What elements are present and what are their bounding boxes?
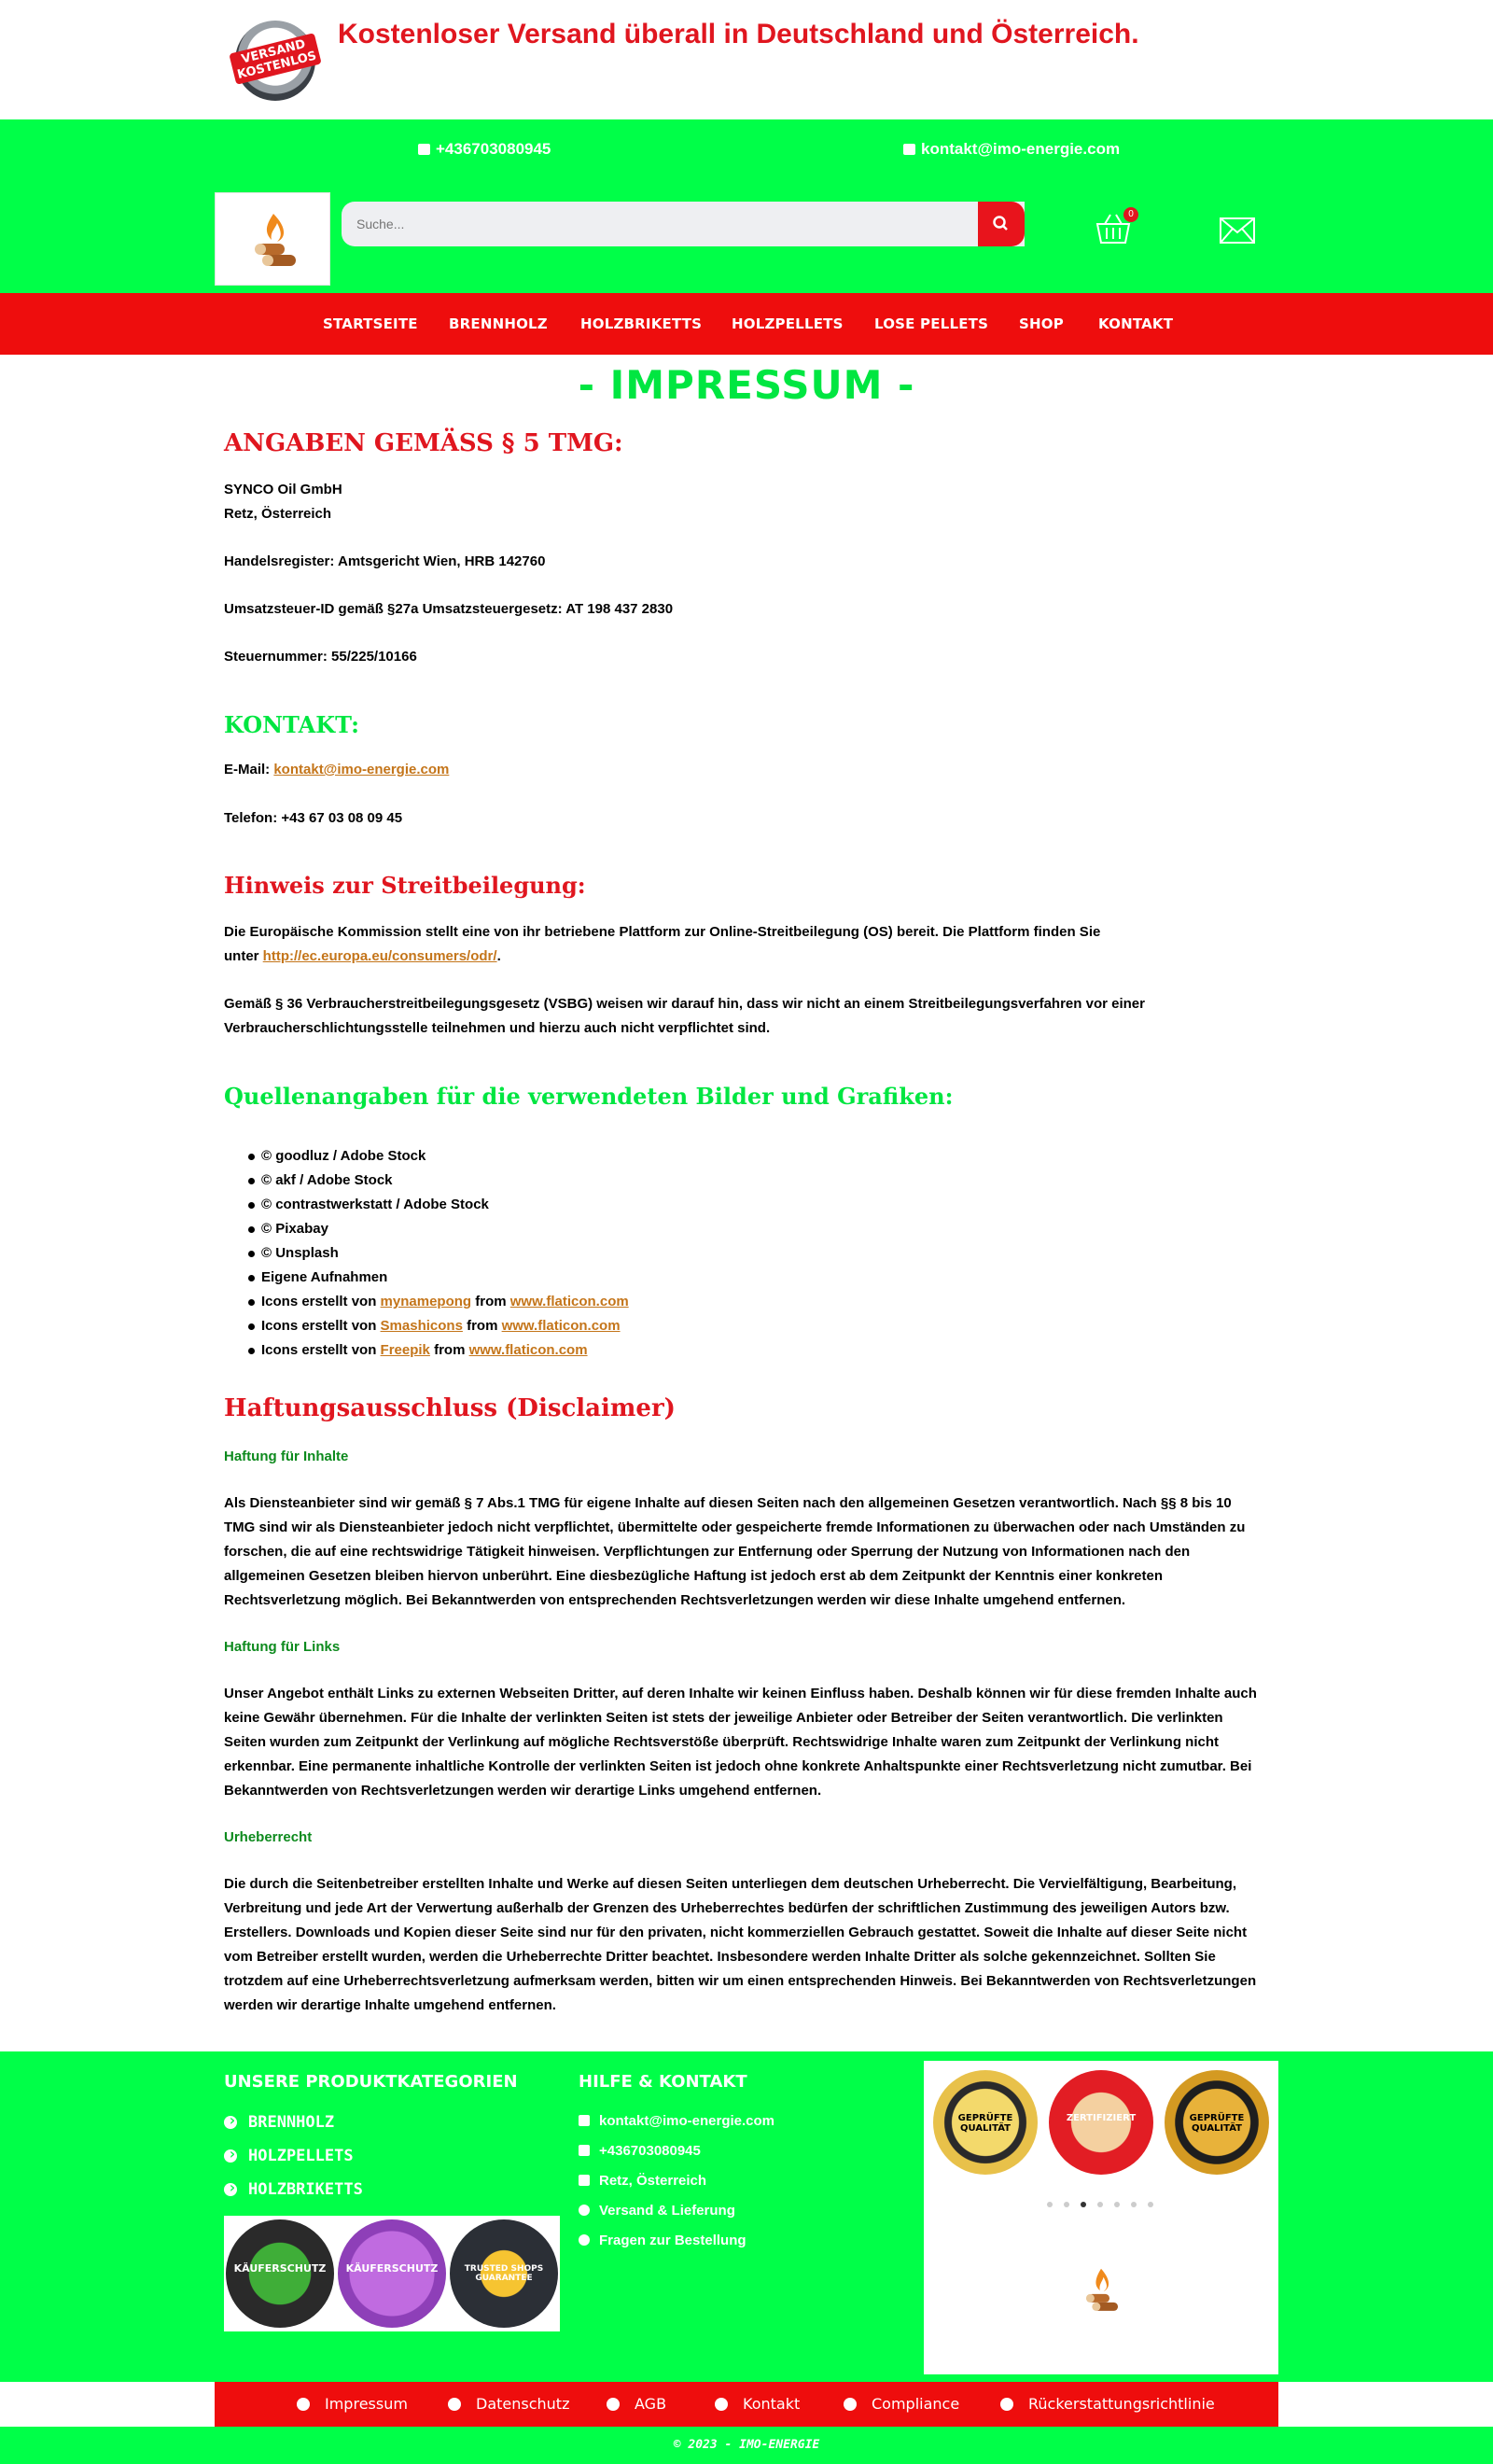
- footer-category-holzbriketts[interactable]: [224, 2180, 363, 2199]
- footer-category-holzpellets[interactable]: [224, 2147, 354, 2165]
- dispute-text-2a: Gemäß § 36 Verbraucherstreitbeilegungsgesetz (VSBG) weisen wir darauf hin, dass wir nicht an einem Streitbeilegungsverfahren vor einer: [224, 996, 1145, 1012]
- carousel-dot-active[interactable]: [1081, 2202, 1086, 2207]
- nav-holzpellets[interactable]: HOLZPELLETS: [732, 315, 844, 332]
- list-item: © akf / Adobe Stock: [224, 1169, 629, 1193]
- bullet-icon: [1000, 2398, 1013, 2411]
- dispute-suffix: .: [496, 948, 501, 964]
- list-item: [224, 1314, 629, 1338]
- footer-help-order-questions[interactable]: [579, 2233, 746, 2248]
- author-link-freepik[interactable]: Freepik: [380, 1342, 430, 1358]
- arrow-circle-icon: [224, 2149, 237, 2163]
- quality-certificates: [924, 2061, 1278, 2374]
- paragraph-line: forschen, die auf eine rechtswidrige Tätigkeit hinweisen. Verpflichtungen zur Entfernung oder Sperrung der Nutzung von Informationen nach den: [224, 1544, 1191, 1560]
- carousel-dot[interactable]: [1114, 2202, 1120, 2207]
- link-label: Datenschutz: [476, 2395, 570, 2413]
- arrow-circle-icon: [579, 2205, 590, 2216]
- seal-label: TRUSTED SHOPS GUARANTEE: [464, 2264, 544, 2283]
- paragraph-line: erkennbar. Eine permanente inhaltliche Kontrolle der verlinkten Seiten ist jedoch ohne konkrete Anhaltspunkte einer Rechtsverletzung nicht zumutbar. Bei: [224, 1758, 1252, 1774]
- bullet-icon: [715, 2398, 728, 2411]
- buyer-protection-seal-icon[interactable]: [226, 2219, 334, 2328]
- nav-brennholz[interactable]: BRENNHOLZ: [449, 315, 548, 332]
- contact-email-line: [224, 758, 449, 782]
- bullet-icon: [607, 2398, 620, 2411]
- quality-seal-icon: [933, 2070, 1038, 2175]
- paragraph-line: Die durch die Seitenbetreiber erstellten Inhalte und Werke auf diesen Seiten unterliegen dem deutschen Urheberrecht. Die Vervielfältigung, Bearbeitung,: [224, 1876, 1236, 1892]
- link-label: AGB: [635, 2395, 667, 2413]
- trade-register: Handelsregister: Amtsgericht Wien, HRB 142760: [224, 553, 546, 569]
- author-link-smashicons[interactable]: Smashicons: [380, 1318, 463, 1334]
- paragraph-line: Erstellers. Downloads und Kopien dieser Seite sind nur für den privaten, nicht kommerziellen Gebrauch gestattet. Soweit die Inhalte auf dieser Seite nicht: [224, 1925, 1248, 1940]
- shipping-headline: Kostenloser Versand überall in Deutschland und Österreich.: [338, 19, 1139, 49]
- heading-sources: Quellenangaben für die verwendeten Bilder und Grafiken:: [224, 1083, 954, 1110]
- icons-prefix: Icons erstellt von: [261, 1294, 381, 1309]
- cert-label: ZERTIFIZIERT: [1066, 2113, 1137, 2123]
- dispute-text-1b: [224, 945, 501, 969]
- buyer-protection-seals: [224, 2216, 560, 2331]
- cert-label: GEPRÜFTE QUALITÄT: [957, 2113, 1013, 2134]
- mail-button[interactable]: [1219, 217, 1256, 245]
- nav-shop[interactable]: SHOP: [1019, 315, 1064, 332]
- help-label: kontakt@imo-energie.com: [599, 2113, 774, 2129]
- paragraph-line: Verbreitung und jede Art der Verwertung außerhalb der Grenzen des Urheberrechtes bedürfen der schriftlichen Zustimmung des jeweiligen Autors bzw.: [224, 1900, 1230, 1916]
- flaticon-link[interactable]: www.flaticon.com: [509, 1294, 629, 1309]
- paragraph-line: keine Gewähr übernehmen. Für die Inhalte der verlinkten Seiten ist stets der jeweilige Anbieter oder Betreiber der Seiten verantwortlich. Die verlinkten: [224, 1710, 1223, 1726]
- seal-label: KÄUFERSCHUTZ: [233, 2262, 327, 2275]
- header-phone-text: +436703080945: [436, 140, 551, 158]
- help-label: +436703080945: [599, 2143, 701, 2159]
- footer-categories-title: UNSERE PRODUKTKATEGORIEN: [224, 2072, 518, 2092]
- footer-category-brennholz[interactable]: [224, 2113, 334, 2132]
- footer-help-location[interactable]: [579, 2173, 706, 2189]
- footer-help-shipping[interactable]: [579, 2203, 735, 2219]
- nav-kontakt[interactable]: KONTAKT: [1098, 315, 1174, 332]
- search-icon: [978, 202, 1025, 246]
- nav-startseite[interactable]: STARTSEITE: [323, 315, 418, 332]
- contact-phone-line: Telefon: +43 67 03 08 09 45: [224, 810, 403, 826]
- footer-help-phone[interactable]: [579, 2143, 701, 2159]
- footer-help-title: HILFE & KONTAKT: [579, 2072, 747, 2092]
- envelope-icon: [903, 144, 915, 155]
- content-liability-text: [224, 1491, 1245, 1613]
- carousel-dot[interactable]: [1148, 2202, 1153, 2207]
- category-label: HOLZBRIKETTS: [248, 2180, 363, 2199]
- sub-heading-content: Haftung für Inhalte: [224, 1449, 349, 1464]
- header-email[interactable]: [903, 140, 1120, 159]
- firewood-logo-icon: [1064, 2244, 1138, 2337]
- envelope-icon: [579, 2115, 590, 2126]
- buyer-protection-seal-icon[interactable]: [338, 2219, 446, 2328]
- icons-prefix: Icons erstellt von: [261, 1342, 381, 1358]
- odr-link[interactable]: http://ec.europa.eu/consumers/odr/: [262, 948, 497, 964]
- phone-icon: [579, 2145, 590, 2156]
- footer-link-agb[interactable]: [607, 2395, 666, 2413]
- certified-seal-icon: [1049, 2070, 1153, 2175]
- list-item: [224, 1290, 629, 1314]
- cert-label: GEPRÜFTE QUALITÄT: [1189, 2113, 1245, 2134]
- category-label: BRENNHOLZ: [248, 2113, 335, 2132]
- sub-heading-copyright: Urheberrecht: [224, 1829, 313, 1845]
- nav-holzbriketts[interactable]: HOLZBRIKETTS: [580, 315, 703, 332]
- footer-link-impressum[interactable]: [297, 2395, 408, 2413]
- dispute-text-1a: Die Europäische Kommission stellt eine von ihr betriebene Plattform zur Online-Streitbeilegung (OS) bereit. Die Plattform finden Sie: [224, 924, 1101, 940]
- help-label: Fragen zur Bestellung: [599, 2233, 746, 2248]
- badge-text: VERSAND KOSTENLOS: [229, 33, 321, 85]
- link-label: Kontakt: [743, 2395, 801, 2413]
- sources-list: [224, 1144, 629, 1363]
- copyright-notice: © 2023 - IMO-ENERGIE: [0, 2427, 1493, 2464]
- trusted-shops-seal-icon[interactable]: [450, 2219, 558, 2328]
- icons-from: from: [429, 1342, 469, 1358]
- paragraph-line: Rechtsverletzung möglich. Bei Bekanntwerden von entsprechenden Rechtsverletzungen werden wir diese Inhalte umgehend entfernen.: [224, 1592, 1126, 1608]
- list-item: Eigene Aufnahmen: [224, 1266, 629, 1290]
- header-phone[interactable]: [418, 140, 551, 159]
- link-label: Impressum: [325, 2395, 408, 2413]
- list-item: © contrastwerkstatt / Adobe Stock: [224, 1193, 629, 1217]
- icons-prefix: Icons erstellt von: [261, 1318, 381, 1334]
- list-item: © Pixabay: [224, 1217, 629, 1241]
- paragraph-line: Seiten wurden zum Zeitpunkt der Verlinkung auf mögliche Rechtsverstöße überprüft. Rechtswidrige Inhalte waren zum Zeitpunkt der Verlinkung nicht: [224, 1734, 1219, 1750]
- bullet-icon: [844, 2398, 857, 2411]
- site-logo[interactable]: [215, 192, 330, 286]
- list-item: [224, 1338, 629, 1363]
- paragraph-line: TMG sind wir als Diensteanbieter jedoch nicht verpflichtet, übermittelte oder gespeicherte fremde Informationen zu überwachen oder nach Umständen zu: [224, 1519, 1246, 1535]
- dispute-text-2b: Verbraucherschlichtungsstelle teilnehmen und hierzu auch nicht verpflichtet sind.: [224, 1020, 771, 1036]
- category-label: HOLZPELLETS: [248, 2147, 354, 2165]
- heading-dispute: Hinweis zur Streitbeilegung:: [224, 872, 586, 899]
- carousel-dot[interactable]: [1047, 2202, 1053, 2207]
- map-pin-icon: [579, 2175, 590, 2186]
- page-title: - IMPRESSUM -: [578, 362, 915, 408]
- footer-link-kontakt[interactable]: [715, 2395, 800, 2413]
- envelope-icon: [1219, 217, 1256, 245]
- bullet-icon: [448, 2398, 461, 2411]
- link-label: Compliance: [872, 2395, 960, 2413]
- quality-seal-icon: [1165, 2070, 1269, 2175]
- tax-number: Steuernummer: 55/225/10166: [224, 649, 417, 665]
- firewood-logo-icon: [216, 193, 331, 287]
- company-location: Retz, Österreich: [224, 506, 332, 522]
- paragraph-line: werden wir derartige Inhalte umgehend entfernen.: [224, 1997, 556, 2013]
- carousel-dot[interactable]: [1097, 2202, 1103, 2207]
- search-bar: [342, 202, 1025, 246]
- phone-icon: [418, 144, 430, 155]
- contact-email-link[interactable]: kontakt@imo-energie.com: [273, 762, 450, 777]
- footer-link-refund-policy[interactable]: [1000, 2395, 1215, 2413]
- link-label: Rückerstattungsrichtlinie: [1028, 2395, 1215, 2413]
- paragraph-line: vom Betreiber erstellt wurden, werden die Urheberrechte Dritter beachtet. Insbesondere werden Inhalte Dritter als solche gekennzeichnet. Sollten Sie: [224, 1949, 1216, 1965]
- email-label: E-Mail:: [224, 762, 274, 777]
- dispute-prefix: unter: [224, 948, 263, 964]
- list-item: © goodluz / Adobe Stock: [224, 1144, 629, 1169]
- main-nav: [0, 293, 1493, 355]
- vat-id: Umsatzsteuer-ID gemäß §27a Umsatzsteuergesetz: AT 198 437 2830: [224, 601, 674, 617]
- footer-links-bar: [215, 2382, 1278, 2427]
- paragraph-line: allgemeinen Gesetzen bleiben hiervon unberührt. Eine diesbezügliche Haftung ist jedoch erst ab dem Zeitpunkt der Kenntnis einer konkreten: [224, 1568, 1164, 1584]
- site-footer: [0, 2051, 1493, 2382]
- heading-tmg: ANGABEN GEMÄSS § 5 TMG:: [224, 429, 623, 457]
- paragraph-line: Als Diensteanbieter sind wir gemäß § 7 Abs.1 TMG für eigene Inhalte auf diesen Seiten nach den allgemeinen Gesetzen verantwortlich. Nach §§ 8 bis 10: [224, 1495, 1232, 1511]
- seal-label: KÄUFERSCHUTZ: [345, 2262, 439, 2275]
- footer-link-datenschutz[interactable]: [448, 2395, 569, 2413]
- carousel-dots: [1047, 2195, 1165, 2212]
- header-email-text: kontakt@imo-energie.com: [921, 140, 1121, 158]
- help-label: Retz, Österreich: [599, 2173, 707, 2189]
- flaticon-link[interactable]: www.flaticon.com: [468, 1342, 588, 1358]
- arrow-circle-icon: [224, 2116, 237, 2129]
- paragraph-line: trotzdem auf eine Urheberrechtsverletzung aufmerksam werden, bitten wir um einen entsprechenden Hinweis. Bei Bekanntwerden von Rechtsverletzungen: [224, 1973, 1257, 1989]
- footer-link-compliance[interactable]: [844, 2395, 959, 2413]
- paragraph-line: Unser Angebot enthält Links zu externen Webseiten Dritter, auf deren Inhalte wir keinen Einfluss haben. Deshalb können wir für diese fremden Inhalte auch: [224, 1686, 1257, 1701]
- site-header: [0, 119, 1493, 293]
- flaticon-link[interactable]: www.flaticon.com: [501, 1318, 621, 1334]
- sub-heading-links: Haftung für Links: [224, 1639, 341, 1655]
- carousel-dot[interactable]: [1064, 2202, 1069, 2207]
- heading-disclaimer: Haftungsausschluss (Disclaimer): [224, 1394, 676, 1422]
- links-liability-text: [224, 1682, 1257, 1803]
- arrow-circle-icon: [224, 2183, 237, 2196]
- bullet-icon: [297, 2398, 310, 2411]
- copyright-text: [224, 1872, 1256, 2018]
- carousel-dot[interactable]: [1131, 2202, 1137, 2207]
- paragraph-line: Bekanntwerden von Rechtsverletzungen werden wir derartige Links umgehend entfernen.: [224, 1783, 822, 1799]
- search-button[interactable]: [978, 202, 1025, 246]
- nav-lose-pellets[interactable]: LOSE PELLETS: [874, 315, 989, 332]
- author-link-mynamepong[interactable]: mynamepong: [380, 1294, 472, 1309]
- top-banner: [0, 0, 1493, 119]
- footer-help-email[interactable]: [579, 2113, 774, 2129]
- list-item: © Unsplash: [224, 1241, 629, 1266]
- free-shipping-badge-icon: [235, 21, 318, 101]
- icons-from: from: [462, 1318, 502, 1334]
- arrow-circle-icon: [579, 2234, 590, 2246]
- search-input[interactable]: [342, 202, 1025, 246]
- cart-count-badge: 0: [1123, 207, 1138, 222]
- heading-contact: KONTAKT:: [224, 711, 359, 738]
- company-name: SYNCO Oil GmbH: [224, 482, 342, 497]
- icons-from: from: [471, 1294, 510, 1309]
- help-label: Versand & Lieferung: [599, 2203, 735, 2219]
